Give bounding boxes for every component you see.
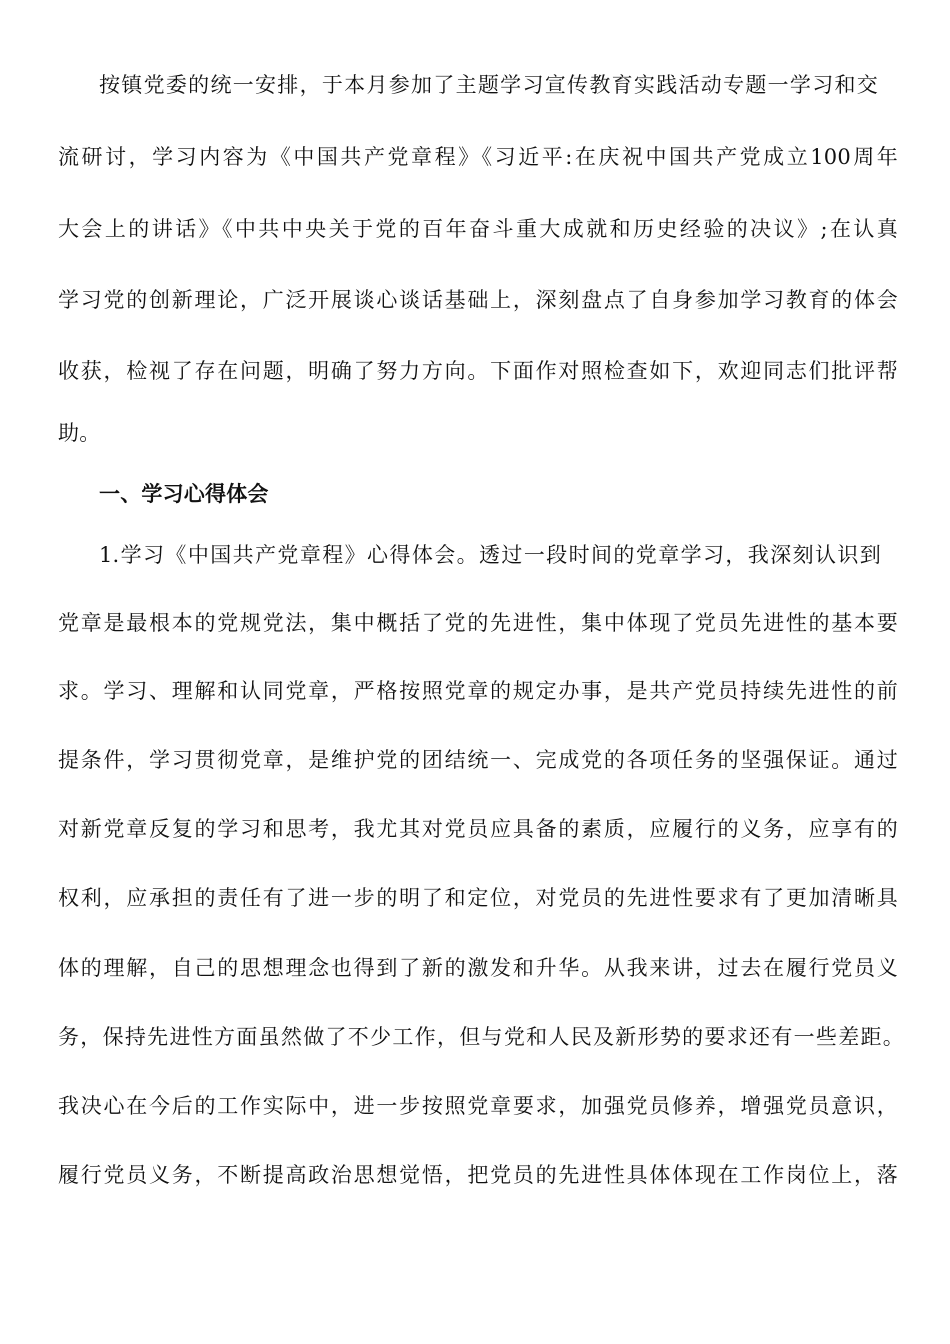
- body-line-2: 党章是最根本的党规党法，集中概括了党的先进性，集中体现了党员先进性的基本要: [58, 611, 898, 635]
- intro-line-4: 学习党的创新理论，广泛开展谈心谈话基础上，深刻盘点了自身参加学习教育的体会: [58, 288, 898, 312]
- body-line-5: 对新党章反复的学习和思考，我尤其对党员应具备的素质，应履行的义务，应享有的: [58, 817, 898, 841]
- body-line-9: 我决心在今后的工作实际中，进一步按照党章要求，加强党员修养，增强党员意识，: [58, 1094, 898, 1118]
- body-line-3: 求。学习、理解和认同党章，严格按照党章的规定办事，是共产党员持续先进性的前: [58, 679, 898, 703]
- body-line-8: 务，保持先进性方面虽然做了不少工作，但与党和人民及新形势的要求还有一些差距。: [58, 1025, 904, 1049]
- body-line-1: 1.学习《中国共产党章程》心得体会。透过一段时间的党章学习，我深刻认识到: [99, 543, 881, 567]
- body-line-10: 履行党员义务，不断提高政治思想觉悟，把党员的先进性具体体现在工作岗位上，落: [58, 1163, 898, 1187]
- intro-line-3: 大会上的讲话》《中共中央关于党的百年奋斗重大成就和历史经验的决议》;在认真: [58, 217, 898, 241]
- body-line-6: 权利，应承担的责任有了进一步的明了和定位，对党员的先进性要求有了更加清晰具: [58, 886, 898, 910]
- body-line-4: 提条件，学习贯彻党章，是维护党的团结统一、完成党的各项任务的坚强保证。通过: [58, 748, 898, 772]
- intro-line-5: 收获，检视了存在问题，明确了努力方向。下面作对照检查如下，欢迎同志们批评帮: [58, 359, 898, 383]
- intro-line-6: 助。: [58, 421, 101, 445]
- body-line-7: 体的理解，自己的思想理念也得到了新的激发和升华。从我来讲，过去在履行党员义: [58, 956, 898, 980]
- intro-line-2: 流研讨，学习内容为《中国共产党章程》《习近平:在庆祝中国共产党成立100周年: [58, 145, 898, 169]
- section-heading: 一、学习心得体会: [99, 482, 269, 506]
- intro-line-1: 按镇党委的统一安排，于本月参加了主题学习宣传教育实践活动专题一学习和交: [99, 73, 878, 97]
